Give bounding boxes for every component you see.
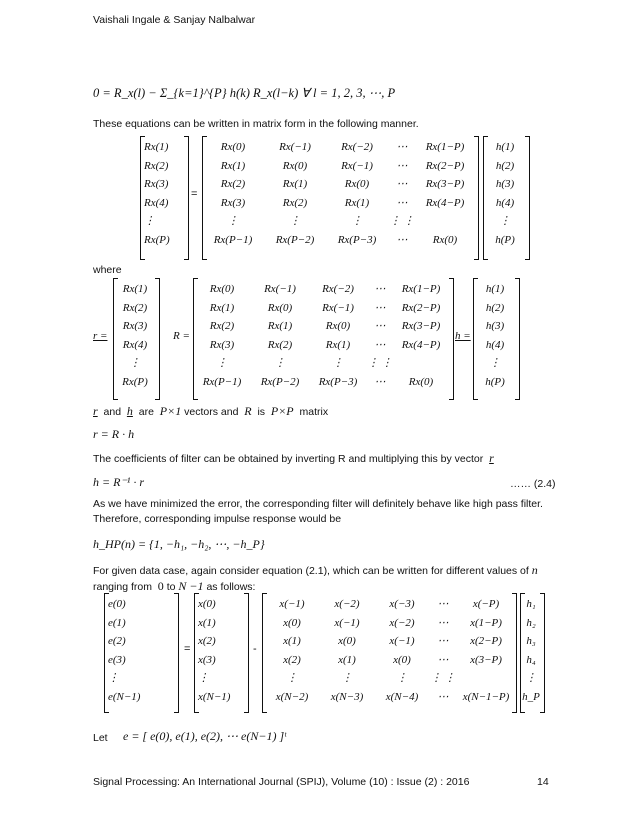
matrix-cell: ⋯ xyxy=(396,178,408,190)
matrix-cell: Rx(1) xyxy=(267,320,293,332)
matrix-cell: Rx(0) xyxy=(209,283,235,295)
matrix-cell: h_P xyxy=(522,690,540,703)
text: vectors and xyxy=(184,406,239,418)
matrix-cell: ⋯ xyxy=(437,653,449,666)
r-vector xyxy=(115,280,155,391)
matrix-cell: x(−2) xyxy=(389,616,415,629)
matrix-cell: x(0) xyxy=(393,653,411,666)
x-matrix-col-4 xyxy=(430,595,456,706)
dimensions-sentence xyxy=(93,404,328,420)
matrix-cell: h(4) xyxy=(485,338,505,351)
matrix-cell: x(1) xyxy=(338,653,356,666)
matrix-cell: Rx(1) xyxy=(344,196,370,209)
matrix-cell: Rx(−1) xyxy=(322,301,354,314)
x-matrix-col-5 xyxy=(456,595,516,706)
matrix1-col-4 xyxy=(388,138,416,249)
matrix-cell: Rx(3) xyxy=(220,196,246,209)
bracket-right xyxy=(155,278,160,400)
matrix-cell: Rx(2) xyxy=(209,320,235,332)
matrix-cell: Rx(2) xyxy=(267,338,293,351)
matrix-cell: x(0) xyxy=(338,635,356,647)
var-h: h xyxy=(126,404,133,418)
bracket-right xyxy=(540,593,545,713)
equals-sign: = xyxy=(191,188,198,200)
text: ranging from xyxy=(93,581,152,593)
matrix-cell: ⋮ xyxy=(286,672,298,684)
matrix1-lhs-column xyxy=(144,138,189,249)
dims-p-by-p: P×P xyxy=(270,404,294,418)
matrix-cell: Rx(1) xyxy=(144,141,169,153)
matrix-cell: ⋯ xyxy=(374,338,386,351)
equation-e-vector: e = [ e(0), e(1), e(2), ⋯ e(N−1) ]ᵗ xyxy=(123,729,287,743)
matrix-cell: Rx(3) xyxy=(122,320,148,332)
matrix1-col-3 xyxy=(326,138,388,249)
matrix-cell: ⋮ ⋮ xyxy=(389,215,415,227)
matrix-cell: ⋮ xyxy=(351,215,363,227)
matrix-cell: ⋯ xyxy=(396,233,408,246)
text: and xyxy=(103,406,122,418)
matrix-cell: ⋮ xyxy=(499,215,511,227)
matrix-cell: Rx(1) xyxy=(325,338,351,351)
text: matrix xyxy=(299,406,329,418)
matrix-cell: x(−3) xyxy=(389,598,415,610)
matrix-cell: x(−1) xyxy=(334,616,360,629)
x-matrix-col-3 xyxy=(374,595,430,706)
matrix-cell: x(1) xyxy=(283,635,301,647)
matrix-cell: ⋮ xyxy=(525,672,537,684)
matrix-cell: Rx(4) xyxy=(122,338,148,351)
h-coef-vector xyxy=(522,595,540,706)
bracket-right xyxy=(474,136,479,260)
text: to xyxy=(166,581,176,593)
matrix-cell: ⋮ xyxy=(144,215,155,227)
paragraph-inversion xyxy=(93,451,494,467)
h-label: h = xyxy=(455,330,471,342)
matrix-cell: x(−P) xyxy=(472,598,500,610)
matrix-cell: ⋮ xyxy=(341,672,353,684)
matrix-cell: Rx(P) xyxy=(122,375,148,388)
running-header: Vaishali Ingale & Sanjay Nalbalwar xyxy=(93,14,256,26)
bracket-right xyxy=(525,136,530,260)
var-r: r xyxy=(93,404,98,418)
matrix-cell: e(0) xyxy=(108,598,126,610)
R-col-5 xyxy=(393,280,449,391)
matrix-cell xyxy=(416,212,474,231)
paragraph-matrix-intro: These equations can be written in matrix form in the following manner. xyxy=(93,118,419,130)
equation-r-equals-Rh: r = R · h xyxy=(93,427,135,441)
matrix-cell: e(2) xyxy=(108,635,126,647)
matrix-cell: Rx(0) xyxy=(220,141,246,153)
footer-journal: Signal Processing: An International Journal (SPIJ), Volume (10) : Issue (2) : 2016 xyxy=(93,776,470,788)
matrix-cell: Rx(−1) xyxy=(341,159,373,172)
matrix-cell: x(N−2) xyxy=(275,690,309,703)
matrix-cell: Rx(3) xyxy=(144,178,169,190)
R-label: R = xyxy=(173,330,190,342)
definitions-r-R-h xyxy=(93,278,573,400)
matrix-cell: h₃ xyxy=(526,635,536,647)
matrix-cell: h(1) xyxy=(495,141,515,153)
matrix-cell: Rx(0) xyxy=(432,233,458,246)
R-col-4 xyxy=(367,280,393,391)
matrix-cell: Rx(P−2) xyxy=(260,375,300,388)
matrix-cell: Rx(−1) xyxy=(264,283,296,295)
matrix-cell: Rx(0) xyxy=(282,159,308,172)
matrix-cell: Rx(4−P) xyxy=(425,196,465,209)
equation-h: h = R⁻¹ · r xyxy=(93,475,145,489)
paragraph-data-case xyxy=(93,563,563,595)
matrix-cell: Rx(2) xyxy=(122,301,148,314)
matrix1-col-5 xyxy=(416,138,474,249)
matrix-cell: Rx(P−2) xyxy=(275,233,315,246)
matrix-cell: Rx(P−1) xyxy=(202,375,242,388)
equation-top: 0 = R_x(l) − Σ_{k=1}^{P} h(k) R_x(l−k) ∀ l = 1, 2, 3, ⋯, P xyxy=(93,86,396,100)
var-R: R xyxy=(244,404,252,418)
matrix-cell: Rx(1) xyxy=(209,301,235,314)
matrix-cell: Rx(2) xyxy=(282,196,308,209)
matrix-cell: Rx(0) xyxy=(344,178,370,190)
matrix-cell: ⋯ xyxy=(437,598,449,610)
bracket-right xyxy=(449,278,454,400)
text: is xyxy=(257,406,266,418)
matrix-cell: Rx(1) xyxy=(122,283,148,295)
matrix-equation-1 xyxy=(140,136,540,260)
matrix-cell: Rx(−2) xyxy=(322,283,354,295)
let-label: Let xyxy=(93,732,108,744)
paragraph-high-pass: As we have minimized the error, the corresponding filter will definitely behave like high pass filter. Therefore, corresponding impulse response would be xyxy=(93,498,543,525)
matrix-cell: h₄ xyxy=(526,653,536,666)
matrix-cell: Rx(2) xyxy=(144,159,169,172)
matrix-cell: x(3−P) xyxy=(470,653,502,666)
matrix-cell: ⋮ xyxy=(274,357,286,369)
matrix-cell: ⋮ ⋮ xyxy=(367,357,393,369)
e-vector xyxy=(108,595,150,706)
matrix1-col-2 xyxy=(264,138,326,249)
x-matrix-col-2 xyxy=(320,595,374,706)
x-matrix-col-1 xyxy=(264,595,320,706)
matrix-cell: ⋯ xyxy=(374,301,386,314)
matrix-cell: x(−1) xyxy=(279,598,305,610)
matrix-cell: Rx(0) xyxy=(267,301,293,314)
matrix-cell: ⋮ xyxy=(227,215,239,227)
matrix-cell: ⋯ xyxy=(396,196,408,209)
matrix-equation-2 xyxy=(104,593,554,713)
where-label: where xyxy=(93,264,122,276)
bracket-right xyxy=(515,278,520,400)
matrix-cell: ⋮ xyxy=(216,357,228,369)
matrix-cell: ⋮ ⋮ xyxy=(430,672,456,684)
matrix-cell: x(2) xyxy=(283,653,301,666)
matrix-cell: h(3) xyxy=(485,320,505,332)
var-n: n xyxy=(531,563,538,577)
matrix-cell: h(2) xyxy=(495,159,515,172)
matrix1-rhs-column xyxy=(485,138,525,249)
matrix-cell: x(1) xyxy=(198,616,216,629)
matrix-cell: Rx(3) xyxy=(209,338,235,351)
R-col-1 xyxy=(193,280,251,391)
matrix-cell: ⋯ xyxy=(437,690,449,703)
matrix-cell: Rx(P−3) xyxy=(318,375,358,388)
matrix-cell: Rx(0) xyxy=(408,375,434,388)
matrix-cell: ⋮ xyxy=(489,357,501,369)
matrix-cell: Rx(−1) xyxy=(279,141,311,153)
r-label: r = xyxy=(93,330,108,342)
equation-hhp: h_HP(n) = {1, −h₁, −h₂, ⋯, −h_P} xyxy=(93,537,265,551)
matrix-cell: ⋯ xyxy=(437,635,449,647)
matrix-cell: Rx(1−P) xyxy=(425,141,465,153)
matrix-cell: ⋮ xyxy=(198,672,209,684)
matrix-cell: e(3) xyxy=(108,653,126,666)
matrix-cell: x(N−1−P) xyxy=(462,690,510,703)
equals-sign: = xyxy=(184,643,191,655)
text: as follows: xyxy=(206,581,256,593)
bracket-right xyxy=(244,593,249,713)
x-vector xyxy=(198,595,242,706)
matrix-cell: Rx(P−3) xyxy=(337,233,377,246)
matrix-cell: Rx(4−P) xyxy=(401,338,441,351)
h-vector xyxy=(475,280,515,391)
matrix-cell: Rx(2−P) xyxy=(401,301,441,314)
matrix-cell: h₂ xyxy=(526,616,536,629)
text: The coefficients of filter can be obtained by inverting R and multiplying this by vector xyxy=(93,453,484,465)
value-zero: 0 xyxy=(157,579,164,593)
matrix-cell: x(0) xyxy=(198,598,216,610)
matrix-cell: ⋯ xyxy=(396,159,408,172)
matrix-cell: Rx(4) xyxy=(144,196,169,209)
matrix-cell: ⋯ xyxy=(437,616,449,629)
matrix-cell: h(4) xyxy=(495,196,515,209)
matrix-cell: Rx(2) xyxy=(220,178,246,190)
matrix1-col-1 xyxy=(202,138,264,249)
matrix-cell: x(N−3) xyxy=(330,690,364,703)
matrix-cell: ⋯ xyxy=(374,375,386,388)
matrix-cell: h(3) xyxy=(495,178,515,190)
equation-number: …… (2.4) xyxy=(510,478,556,490)
matrix-cell: x(3) xyxy=(198,653,216,666)
matrix-cell: ⋮ xyxy=(108,672,119,684)
matrix-cell: Rx(1) xyxy=(220,159,246,172)
matrix-cell: Rx(−2) xyxy=(341,141,373,153)
matrix-cell: h(P) xyxy=(485,375,505,388)
matrix-cell: h(2) xyxy=(485,301,505,314)
matrix-cell: x(2−P) xyxy=(470,635,502,647)
bracket-right xyxy=(184,136,189,260)
matrix-cell: x(−2) xyxy=(334,598,360,610)
var-r: r xyxy=(489,451,494,465)
matrix-cell: ⋮ xyxy=(332,357,344,369)
matrix-cell: Rx(1) xyxy=(282,178,308,190)
matrix-cell: Rx(P−1) xyxy=(213,233,253,246)
bracket-right xyxy=(512,593,517,713)
matrix-cell: Rx(0) xyxy=(325,320,351,332)
matrix-cell: x(−1) xyxy=(389,635,415,647)
matrix-cell: h₁ xyxy=(526,598,536,610)
R-col-3 xyxy=(309,280,367,391)
matrix-cell: Rx(P) xyxy=(144,233,170,246)
matrix-cell: ⋮ xyxy=(129,357,141,369)
matrix-cell: x(N−1) xyxy=(198,690,231,703)
matrix-cell: x(0) xyxy=(283,616,301,629)
matrix-cell: h(1) xyxy=(485,283,505,295)
matrix-cell: x(N−4) xyxy=(385,690,419,703)
matrix-cell: Rx(1−P) xyxy=(401,283,441,295)
page-number: 14 xyxy=(537,776,549,788)
text: are xyxy=(138,406,154,418)
var-n-minus-1: N −1 xyxy=(178,579,204,593)
matrix-cell xyxy=(393,354,449,373)
text: For given data case, again consider equation (2.1), which can be written for different values of xyxy=(93,565,529,577)
matrix-cell: ⋯ xyxy=(396,141,408,153)
matrix-cell: ⋯ xyxy=(374,283,386,295)
bracket-right xyxy=(174,593,179,713)
dims-p-by-1: P×1 xyxy=(159,404,182,418)
matrix-cell: e(N−1) xyxy=(108,690,141,703)
matrix-cell: ⋮ xyxy=(396,672,408,684)
matrix-cell: ⋯ xyxy=(374,320,386,332)
matrix-cell: x(2) xyxy=(198,635,216,647)
matrix-cell xyxy=(456,669,516,688)
matrix-cell: h(P) xyxy=(495,233,515,246)
matrix-cell: Rx(3−P) xyxy=(401,320,441,332)
matrix-cell: Rx(2−P) xyxy=(425,159,465,172)
matrix-cell: Rx(3−P) xyxy=(425,178,465,190)
matrix-cell: ⋮ xyxy=(289,215,301,227)
minus-sign: - xyxy=(253,643,257,655)
matrix-cell: e(1) xyxy=(108,616,126,629)
R-col-2 xyxy=(251,280,309,391)
matrix-cell: x(1−P) xyxy=(470,616,502,629)
